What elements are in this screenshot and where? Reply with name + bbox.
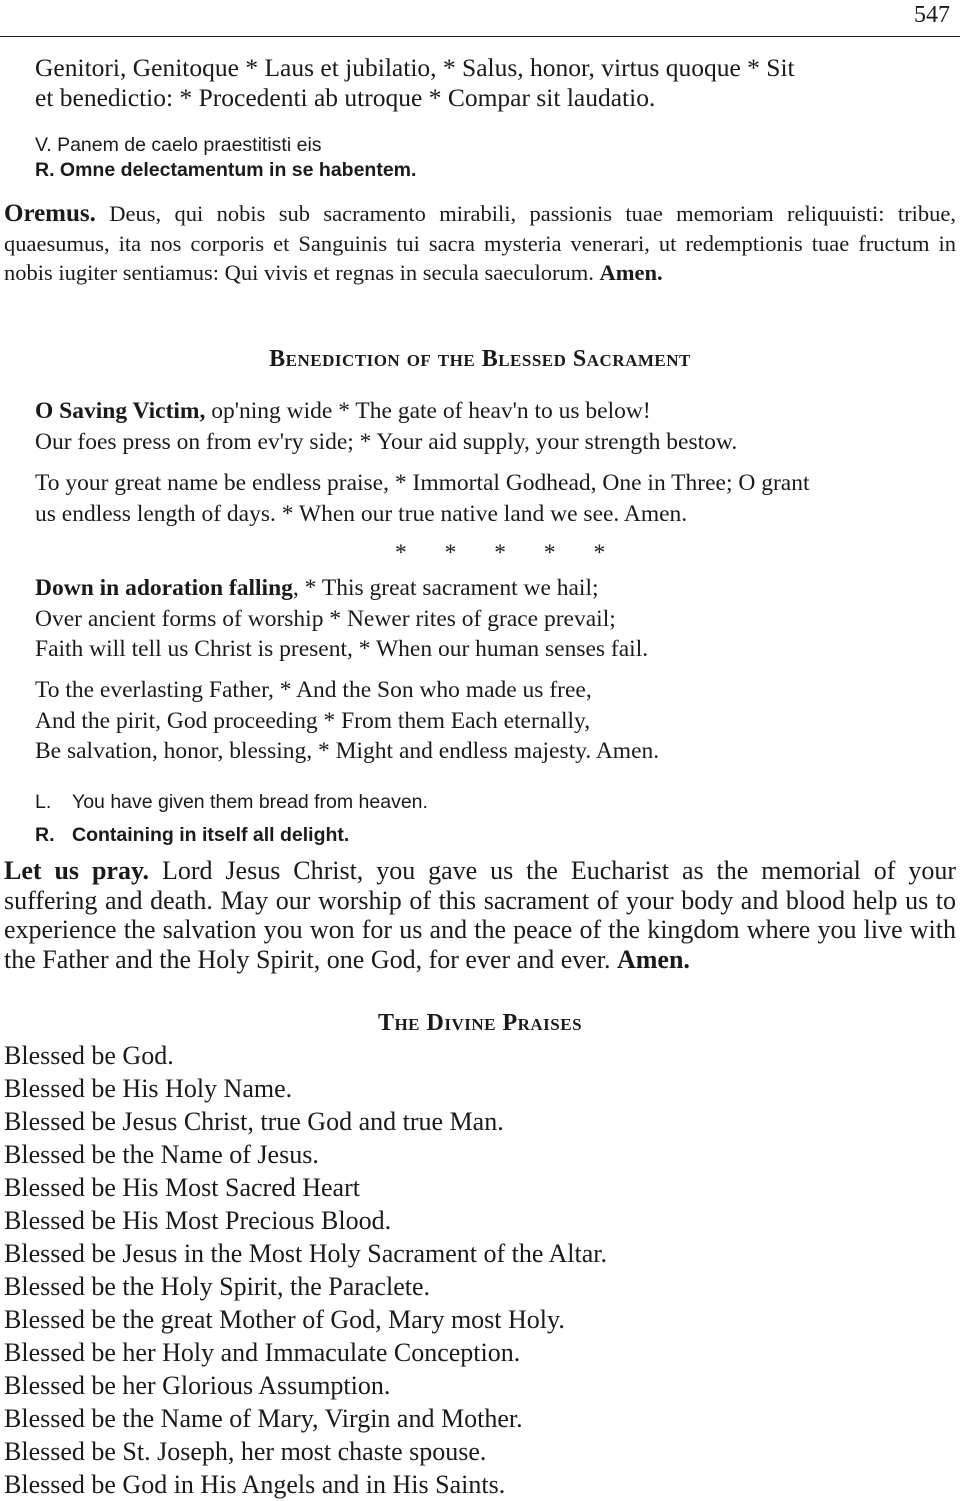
hymn-line: Be salvation, honor, blessing, * Might and endless majesty. Amen. <box>35 738 660 764</box>
down-in-adoration-stanza-2 <box>35 675 659 767</box>
response-line <box>35 819 428 852</box>
praise-line: Blessed be the Name of Mary, Virgin and Mother. <box>4 1404 523 1433</box>
hymn-incipit: O Saving Victim, <box>35 398 206 424</box>
praise-line: Blessed be His Most Sacred Heart <box>4 1173 360 1202</box>
hymn-line: Faith will tell us Christ is present, * When our human senses fail. <box>35 636 649 662</box>
hymn-line: To your great name be endless praise, * Immortal Godhead, One in Three; O grant <box>35 470 810 496</box>
oremus-prayer <box>4 199 956 288</box>
hymn-line: Genitori, Genitoque * Laus et jubilatio, * Salus, honor, virtus quoque * Sit <box>35 53 795 82</box>
hymn-line <box>35 396 737 427</box>
praise-line: Blessed be her Holy and Immaculate Conception. <box>4 1338 521 1367</box>
divine-praises-list <box>4 1039 607 1501</box>
let-us-pray-amen: Amen. <box>617 944 690 974</box>
let-us-pray-lead: Let us pray. <box>4 856 150 885</box>
hymn-line: And the pirit, God proceeding * From them Each eternally, <box>35 707 591 734</box>
page-number: 547 <box>914 2 950 28</box>
leader-text: You have given them bread from heaven. <box>72 791 428 813</box>
let-us-pray-text: Lord Jesus Christ, you gave us the Eucharist as the memorial of your suffering and death. May our worship of this sacrament of your body and blood help us to experience the salvation you won for us and the peace of the kingdom where you live with the Father and the Holy Spirit, one God, for ever and ever. <box>4 856 956 974</box>
versicle-text: Panem de caelo praestitisti eis <box>57 134 322 156</box>
oremus-text: Deus, qui nobis sub sacramento mirabili, passionis tuae memoriam reliquuisti: tribue, quaesumus, ita nos corporis et Sanguinis tui sacra mysteria venerari, ut redemptionis tuae fructum in nobis iugiter sentiamus: Qui vivis et regnas in secula saeculorum. <box>4 201 956 285</box>
praise-line: Blessed be God. <box>4 1041 174 1070</box>
header-rule <box>0 36 960 37</box>
o-saving-victim-stanza-1 <box>35 396 737 457</box>
praise-line: Blessed be Jesus in the Most Holy Sacrament of the Altar. <box>4 1239 607 1268</box>
praise-line: Blessed be the great Mother of God, Mary most Holy. <box>4 1305 565 1334</box>
praise-line: Blessed be God in His Angels and in His Saints. <box>4 1470 506 1499</box>
asterisk-separator: * * * * * <box>395 540 622 566</box>
praise-line: Blessed be St. Joseph, her most chaste spouse. <box>4 1437 487 1466</box>
latin-versicle-response <box>35 133 416 183</box>
praise-line: Blessed be His Holy Name. <box>4 1074 293 1103</box>
english-versicle-response <box>35 786 428 852</box>
o-saving-victim-stanza-2 <box>35 468 809 529</box>
praise-line: Blessed be the Name of Jesus. <box>4 1140 319 1169</box>
response-line <box>35 158 416 183</box>
divine-praises-heading: The Divine Praises <box>377 1010 583 1036</box>
let-us-pray-prayer <box>4 856 956 974</box>
response-mark: R. <box>35 824 55 846</box>
benediction-heading: Benediction of the Blessed Sacrament <box>269 346 691 372</box>
oremus-amen: Amen. <box>599 260 663 285</box>
hymn-line: Over ancient forms of worship * Newer rites of grace prevail; <box>35 605 616 632</box>
down-in-adoration-stanza-1 <box>35 573 648 665</box>
hymn-line: To the everlasting Father, * And the Son who made us free, <box>35 677 592 703</box>
leader-mark: L. <box>35 791 52 813</box>
hymn-line-rest: op'ning wide * The gate of heav'n to us below! <box>205 398 651 424</box>
response-text: Omne delectamentum in se habentem. <box>59 159 417 181</box>
versicle-mark: V. <box>35 134 52 156</box>
praise-line: Blessed be His Most Precious Blood. <box>4 1206 392 1235</box>
leader-line <box>35 786 428 819</box>
hymn-line-rest: , * This great sacrament we hail; <box>292 575 599 601</box>
response-mark: R. <box>35 159 55 181</box>
oremus-lead: Oremus. <box>4 200 96 227</box>
hymn-line <box>35 573 648 604</box>
praise-line: Blessed be her Glorious Assumption. <box>4 1371 391 1400</box>
response-text: Containing in itself all delight. <box>72 824 350 846</box>
hymn-line: et benedictio: * Procedenti ab utroque * Compar sit laudatio. <box>35 83 656 112</box>
versicle-line <box>35 133 416 158</box>
hymn-closing-stanza <box>35 53 795 113</box>
hymn-line: us endless length of days. * When our true native land we see. Amen. <box>35 500 688 527</box>
hymn-line: Our foes press on from ev'ry side; * Your aid supply, your strength bestow. <box>35 428 738 455</box>
hymn-incipit: Down in adoration falling <box>35 575 293 601</box>
praise-line: Blessed be Jesus Christ, true God and true Man. <box>4 1107 504 1136</box>
praise-line: Blessed be the Holy Spirit, the Paraclete. <box>4 1272 431 1301</box>
